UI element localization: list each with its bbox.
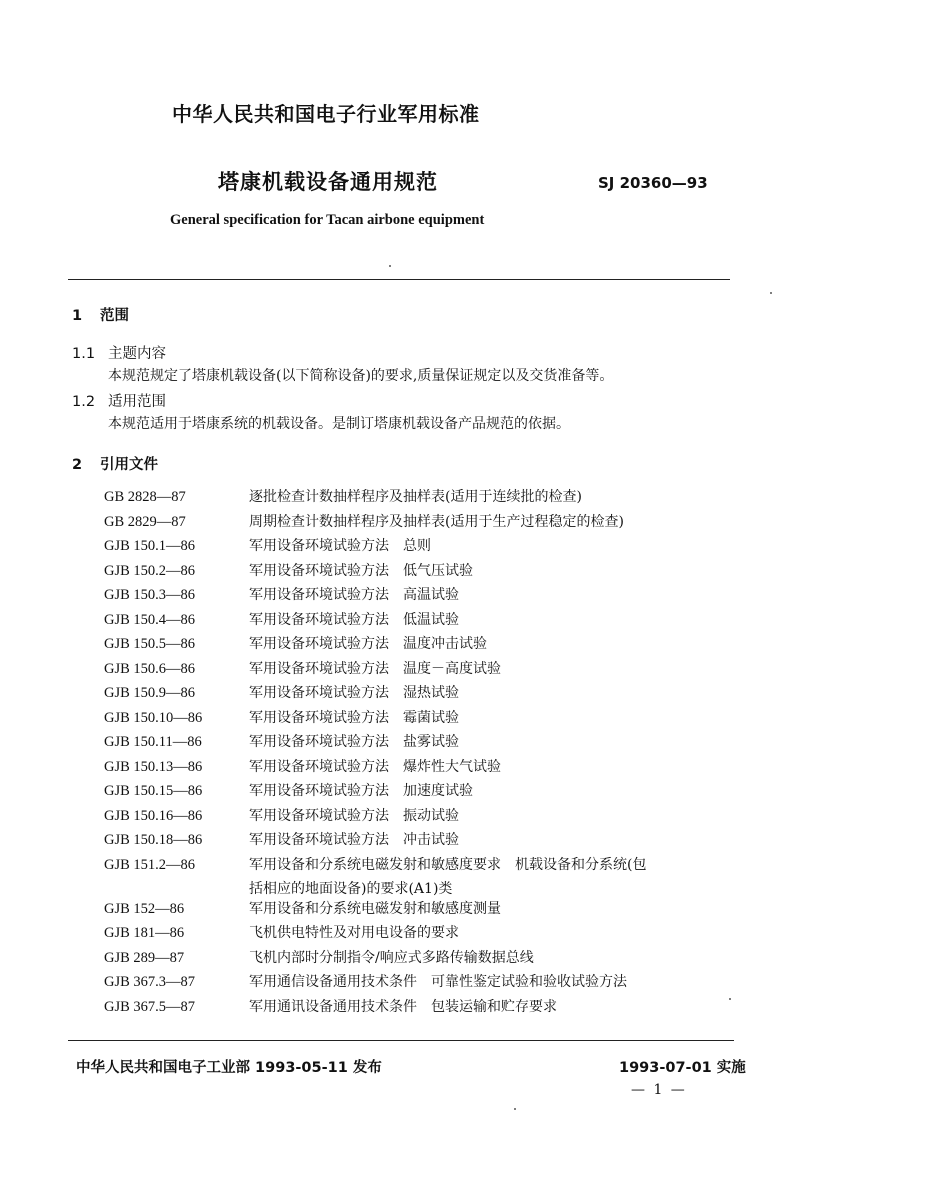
reference-code: GJB 150.15—86 <box>104 783 203 799</box>
reference-title-cell <box>249 634 646 659</box>
reference-row <box>104 757 646 782</box>
reference-row <box>104 855 646 899</box>
reference-title: 军用设备和分系统电磁发射和敏感度要求 机载设备和分系统(包 <box>249 856 647 873</box>
reference-title-cell <box>249 997 646 1022</box>
reference-title-cell <box>249 487 646 512</box>
reference-row <box>104 585 646 610</box>
reference-row <box>104 536 646 561</box>
reference-title-cell <box>249 659 646 684</box>
reference-title-cell <box>249 757 646 782</box>
reference-title: 军用设备环境试验方法 总则 <box>249 538 431 554</box>
english-title: General specification for Tacan airbone equipment <box>170 212 485 228</box>
reference-title-cell <box>249 708 646 733</box>
reference-row <box>104 923 646 948</box>
reference-code: GB 2828—87 <box>104 489 186 505</box>
reference-code: GJB 150.11—86 <box>104 734 202 750</box>
reference-code: GJB 150.13—86 <box>104 758 203 775</box>
reference-row <box>104 899 646 924</box>
section-1-2-body: 本规范适用于塔康系统的机载设备。是制订塔康机载设备产品规范的依据。 <box>108 416 570 432</box>
reference-title: 军用设备环境试验方法 温度－高度试验 <box>249 660 501 677</box>
section-title: 范围 <box>100 308 129 324</box>
reference-title: 飞机供电特性及对用电设备的要求 <box>249 925 459 941</box>
reference-title: 飞机内部时分制指令/响应式多路传输数据总线 <box>249 949 534 966</box>
reference-row <box>104 683 646 708</box>
reference-code: GJB 150.4—86 <box>104 611 196 628</box>
reference-title-cell <box>249 972 646 997</box>
reference-code: GJB 181—86 <box>104 925 185 941</box>
reference-row <box>104 781 646 806</box>
reference-code: GJB 150.5—86 <box>104 636 196 652</box>
reference-code: GJB 367.3—87 <box>104 974 196 990</box>
reference-code: GJB 150.3—86 <box>104 587 196 603</box>
reference-title: 军用设备环境试验方法 霉菌试验 <box>249 709 459 726</box>
references-table <box>104 487 646 1021</box>
section-1-1-heading <box>72 342 166 363</box>
reference-title-cell <box>249 512 646 537</box>
reference-row <box>104 948 646 973</box>
reference-title-cell <box>249 561 646 586</box>
reference-row <box>104 561 646 586</box>
reference-title-cell <box>249 683 646 708</box>
standard-organization: 中华人民共和国电子行业军用标准 <box>172 102 480 126</box>
section-number: 2 <box>72 457 83 473</box>
reference-code: GJB 150.1—86 <box>104 538 196 554</box>
scan-speck <box>729 998 731 1000</box>
reference-title: 军用设备环境试验方法 低气压试验 <box>249 562 473 579</box>
reference-title: 军用设备环境试验方法 高温试验 <box>249 587 459 603</box>
section-2-heading <box>72 453 158 474</box>
reference-row <box>104 610 646 635</box>
page-number: — 1 — <box>631 1082 687 1098</box>
reference-code: GJB 150.6—86 <box>104 660 196 677</box>
reference-title: 军用设备环境试验方法 温度冲击试验 <box>249 636 487 652</box>
reference-row <box>104 708 646 733</box>
reference-title: 军用设备和分系统电磁发射和敏感度测量 <box>249 900 501 917</box>
reference-row <box>104 659 646 684</box>
section-title: 主题内容 <box>108 346 166 362</box>
section-title: 引用文件 <box>100 457 158 473</box>
reference-code: GJB 151.2—86 <box>104 856 196 873</box>
reference-title-cell <box>249 923 646 948</box>
reference-row <box>104 732 646 757</box>
standard-code: SJ 20360—93 <box>598 174 708 192</box>
reference-title-cell <box>249 610 646 635</box>
reference-code: GJB 152—86 <box>104 900 185 917</box>
scan-speck <box>514 1108 516 1110</box>
issue-date: 中华人民共和国电子工业部 1993-05-11 发布 <box>76 1060 382 1076</box>
reference-title-cell <box>249 585 646 610</box>
section-title: 适用范围 <box>108 394 166 410</box>
implementation-date: 1993-07-01 实施 <box>619 1060 746 1076</box>
reference-title: 军用设备环境试验方法 低温试验 <box>249 611 459 628</box>
reference-title: 军用设备环境试验方法 振动试验 <box>249 807 459 824</box>
reference-row <box>104 634 646 659</box>
reference-row <box>104 830 646 855</box>
reference-title-continuation: 括相应的地面设备)的要求(A1)类 <box>249 880 453 897</box>
reference-code: GJB 367.5—87 <box>104 998 196 1015</box>
section-1-heading <box>72 304 129 325</box>
reference-code: GJB 289—87 <box>104 949 185 966</box>
scan-speck <box>770 292 772 294</box>
header-divider <box>68 279 730 280</box>
reference-title: 军用设备环境试验方法 加速度试验 <box>249 783 473 799</box>
reference-title: 军用设备环境试验方法 湿热试验 <box>249 685 459 701</box>
reference-code: GJB 150.10—86 <box>104 709 203 726</box>
reference-title: 军用通讯设备通用技术条件 包装运输和贮存要求 <box>249 998 557 1015</box>
reference-title-cell <box>249 948 646 973</box>
reference-row <box>104 487 646 512</box>
reference-row <box>104 512 646 537</box>
reference-title-cell <box>249 855 646 899</box>
scan-speck <box>389 265 391 267</box>
reference-title: 逐批检查计数抽样程序及抽样表(适用于连续批的检查) <box>249 489 582 505</box>
reference-row <box>104 806 646 831</box>
reference-title-cell <box>249 536 646 561</box>
reference-title: 周期检查计数抽样程序及抽样表(适用于生产过程稳定的检查) <box>249 513 624 530</box>
reference-title: 军用设备环境试验方法 盐雾试验 <box>249 734 459 750</box>
reference-title-cell <box>249 781 646 806</box>
reference-title-cell <box>249 732 646 757</box>
reference-title: 军用通信设备通用技术条件 可靠性鉴定试验和验收试验方法 <box>249 974 627 990</box>
section-number: 1.1 <box>72 346 96 362</box>
reference-code: GJB 150.18—86 <box>104 832 203 848</box>
section-number: 1.2 <box>72 394 96 410</box>
reference-code: GB 2829—87 <box>104 513 186 530</box>
section-number: 1 <box>72 308 83 324</box>
reference-row <box>104 972 646 997</box>
section-1-2-heading <box>72 390 166 411</box>
reference-title-cell <box>249 806 646 831</box>
reference-code: GJB 150.16—86 <box>104 807 203 824</box>
reference-title-cell <box>249 830 646 855</box>
reference-title-cell <box>249 899 646 924</box>
reference-title: 军用设备环境试验方法 爆炸性大气试验 <box>249 758 501 775</box>
reference-row <box>104 997 646 1022</box>
document-title: 塔康机载设备通用规范 <box>218 170 438 194</box>
reference-title: 军用设备环境试验方法 冲击试验 <box>249 832 459 848</box>
reference-code: GJB 150.9—86 <box>104 685 196 701</box>
section-1-1-body: 本规范规定了塔康机载设备(以下简称设备)的要求,质量保证规定以及交货准备等。 <box>108 368 614 384</box>
reference-code: GJB 150.2—86 <box>104 562 196 579</box>
footer-divider <box>68 1040 734 1041</box>
